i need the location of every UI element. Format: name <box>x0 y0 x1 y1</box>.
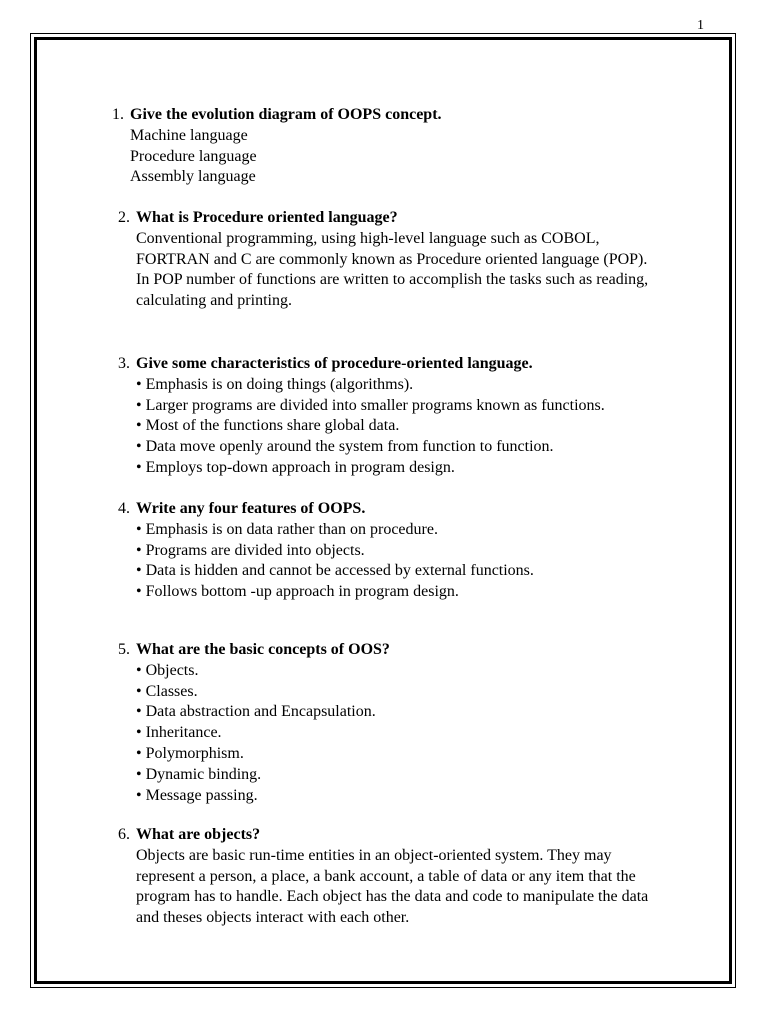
question-number: 2. <box>118 209 130 226</box>
question-4 <box>106 499 726 609</box>
bullet-item: • Message passing. <box>136 786 258 804</box>
answer-line: Assembly language <box>130 168 256 186</box>
bullet-item: • Emphasis is on data rather than on procedure. <box>136 520 438 538</box>
bullet-item: • Follows bottom -up approach in program design. <box>136 583 459 601</box>
question-body <box>136 825 648 929</box>
answer-line: Procedure language <box>130 147 257 165</box>
question-title: Write any four features of OOPS. <box>136 500 366 517</box>
answer-line: represent a person, a place, a bank account, a table of data or any item that the <box>136 867 636 885</box>
question-body <box>136 354 605 479</box>
answer-line: FORTRAN and C are commonly known as Procedure oriented language (POP). <box>136 250 648 268</box>
bullet-item: • Objects. <box>136 661 199 679</box>
answer-line: calculating and printing. <box>136 292 292 310</box>
question-number: 4. <box>118 500 130 517</box>
question-number: 1. <box>112 106 124 123</box>
page-number: 1 <box>697 18 704 33</box>
answer-line: Objects are basic run-time entities in an object-oriented system. They may <box>136 846 612 864</box>
question-title: What are the basic concepts of OOS? <box>136 641 390 658</box>
question-6 <box>106 825 726 935</box>
question-title: What is Procedure oriented language? <box>136 209 398 226</box>
answer-line: program has to handle. Each object has the data and code to manipulate the data <box>136 888 649 906</box>
question-2 <box>106 208 726 318</box>
question-body <box>136 640 390 806</box>
question-body <box>136 499 534 603</box>
bullet-item: • Classes. <box>136 682 198 700</box>
question-title: Give some characteristics of procedure-oriented language. <box>136 355 533 372</box>
answer-line: Machine language <box>130 126 248 144</box>
bullet-item: • Data is hidden and cannot be accessed by external functions. <box>136 562 534 580</box>
question-number: 6. <box>118 826 130 843</box>
bullet-item: • Programs are divided into objects. <box>136 541 365 559</box>
question-title: Give the evolution diagram of OOPS concept. <box>130 106 442 123</box>
question-body <box>130 105 442 188</box>
bullet-item: • Polymorphism. <box>136 744 244 762</box>
bullet-item: • Data move openly around the system from function to function. <box>136 438 554 456</box>
question-number: 3. <box>118 355 130 372</box>
question-number: 5. <box>118 641 130 658</box>
answer-line: and theses objects interact with each other. <box>136 909 410 927</box>
question-title: What are objects? <box>136 826 261 843</box>
bullet-item: • Inheritance. <box>136 724 222 742</box>
bullet-item: • Data abstraction and Encapsulation. <box>136 703 376 721</box>
bullet-item: • Larger programs are divided into smaller programs known as functions. <box>136 396 605 414</box>
bullet-item: • Most of the functions share global data. <box>136 417 400 435</box>
question-1 <box>100 105 720 190</box>
question-5 <box>106 640 726 810</box>
bullet-item: • Dynamic binding. <box>136 765 262 783</box>
answer-line: In POP number of functions are written to accomplish the tasks such as reading, <box>136 271 649 289</box>
bullet-item: • Emphasis is on doing things (algorithms). <box>136 375 414 393</box>
question-3 <box>106 354 726 484</box>
answer-line: Conventional programming, using high-level language such as COBOL, <box>136 229 600 247</box>
question-body <box>136 208 648 312</box>
bullet-item: • Employs top-down approach in program design. <box>136 458 455 476</box>
